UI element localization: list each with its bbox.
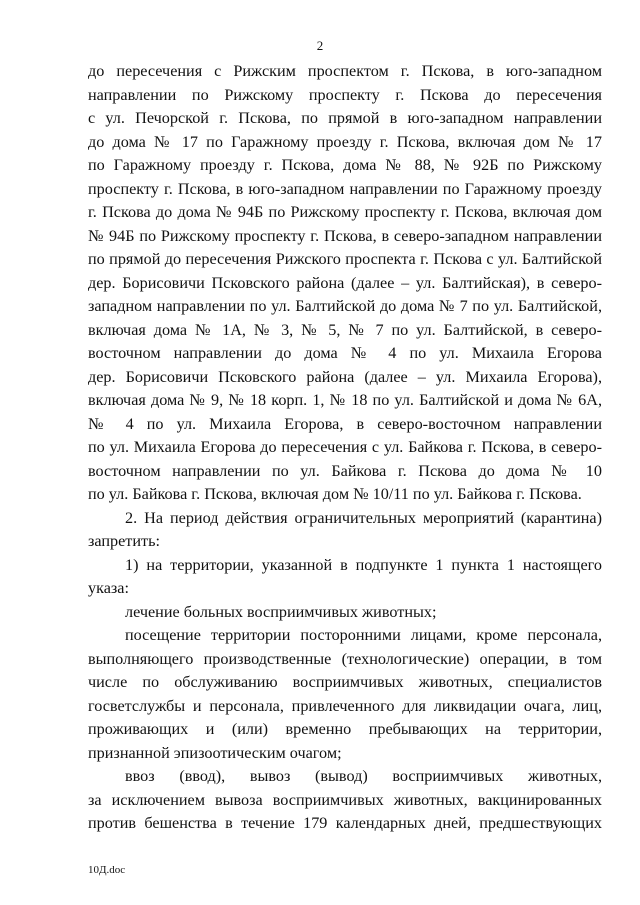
text-line: госветслужбы и персонала, привлеченного для ликвидации очага, лиц, — [88, 696, 602, 715]
text-line: восточном направлении по ул. Байкова г. Пскова до дома № 10 — [88, 461, 602, 480]
text-line: дер. Борисовичи Псковского района (далее – ул. Михаила Егорова), — [88, 367, 602, 386]
text-line: дер. Борисовичи Псковского района (далее – ул. Балтийская), в северо- — [88, 273, 602, 292]
text-line: с ул. Печорской г. Пскова, по прямой в юго-западном направлении — [88, 109, 602, 127]
text-line: выполняющего производственные (технологические) операции, в том — [88, 649, 602, 668]
text-line: указа: — [88, 579, 129, 597]
text-line: 1) на территории, указанной в подпункте 1 пункта 1 настоящего — [125, 555, 602, 574]
page-number: 2 — [316, 38, 324, 53]
text-line: западном направлении по ул. Балтийской до дома № 7 по ул. Балтийской, — [88, 297, 602, 315]
text-line: за исключением вывоза восприимчивых животных, вакцинированных — [88, 790, 602, 809]
text-line: ввоз (ввод), вывоз (вывод) восприимчивых животных, — [125, 767, 602, 785]
text-line: числе по обслуживанию восприимчивых животных, специалистов — [88, 673, 602, 691]
text-line: по ул. Байкова г. Пскова, включая дом № 10/11 по ул. Байкова г. Пскова. — [88, 485, 582, 503]
document-body — [88, 60, 602, 836]
text-line: № 4 по ул. Михаила Егорова, в северо-восточном направлении — [88, 414, 602, 433]
text-line: до пересечения с Рижским проспектом г. Пскова, в юго-западном — [88, 62, 602, 80]
text-line: 2. На период действия ограничительных мероприятий (карантина) — [125, 508, 602, 527]
text-line: г. Пскова до дома № 94Б по Рижскому проспекту г. Пскова, включая дом — [88, 203, 602, 221]
text-line: восточном направлении до дома № 4 по ул. Михаила Егорова — [88, 344, 602, 362]
text-line: признанной эпизоотическим очагом; — [88, 743, 342, 762]
text-line: до дома № 17 по Гаражному проезду г. Пскова, включая дом № 17 — [88, 132, 602, 151]
text-line: проживающих и (или) временно пребывающих на территории, — [88, 720, 602, 738]
text-line: включая дома № 1А, № 3, № 5, № 7 по ул. Балтийской, в северо- — [88, 320, 602, 339]
text-line: проспекту г. Пскова, в юго-западном направлении по Гаражному проезду — [88, 179, 602, 198]
text-line: лечение больных восприимчивых животных; — [125, 602, 437, 621]
text-line: против бешенства в течение 179 календарных дней, предшествующих — [88, 814, 602, 832]
text-line: запретить: — [88, 532, 160, 550]
text-line: № 94Б по Рижскому проспекту г. Пскова, в северо-западном направлении — [88, 226, 602, 245]
text-line: по прямой до пересечения Рижского проспекта г. Пскова с ул. Балтийской — [88, 250, 602, 268]
text-line: по Гаражному проезду г. Пскова, дома № 88, № 92Б по Рижскому — [88, 156, 602, 174]
text-line: по ул. Михаила Егорова до пересечения с ул. Байкова г. Пскова, в северо- — [88, 438, 602, 456]
text-line: посещение территории посторонними лицами, кроме персонала, — [125, 626, 602, 644]
file-name-footer: 10Д.doc — [88, 864, 126, 876]
text-line: направлении по Рижскому проспекту г. Пскова до пересечения — [88, 85, 602, 104]
text-line: включая дома № 9, № 18 корп. 1, № 18 по ул. Балтийской и дома № 6А, — [88, 391, 602, 409]
